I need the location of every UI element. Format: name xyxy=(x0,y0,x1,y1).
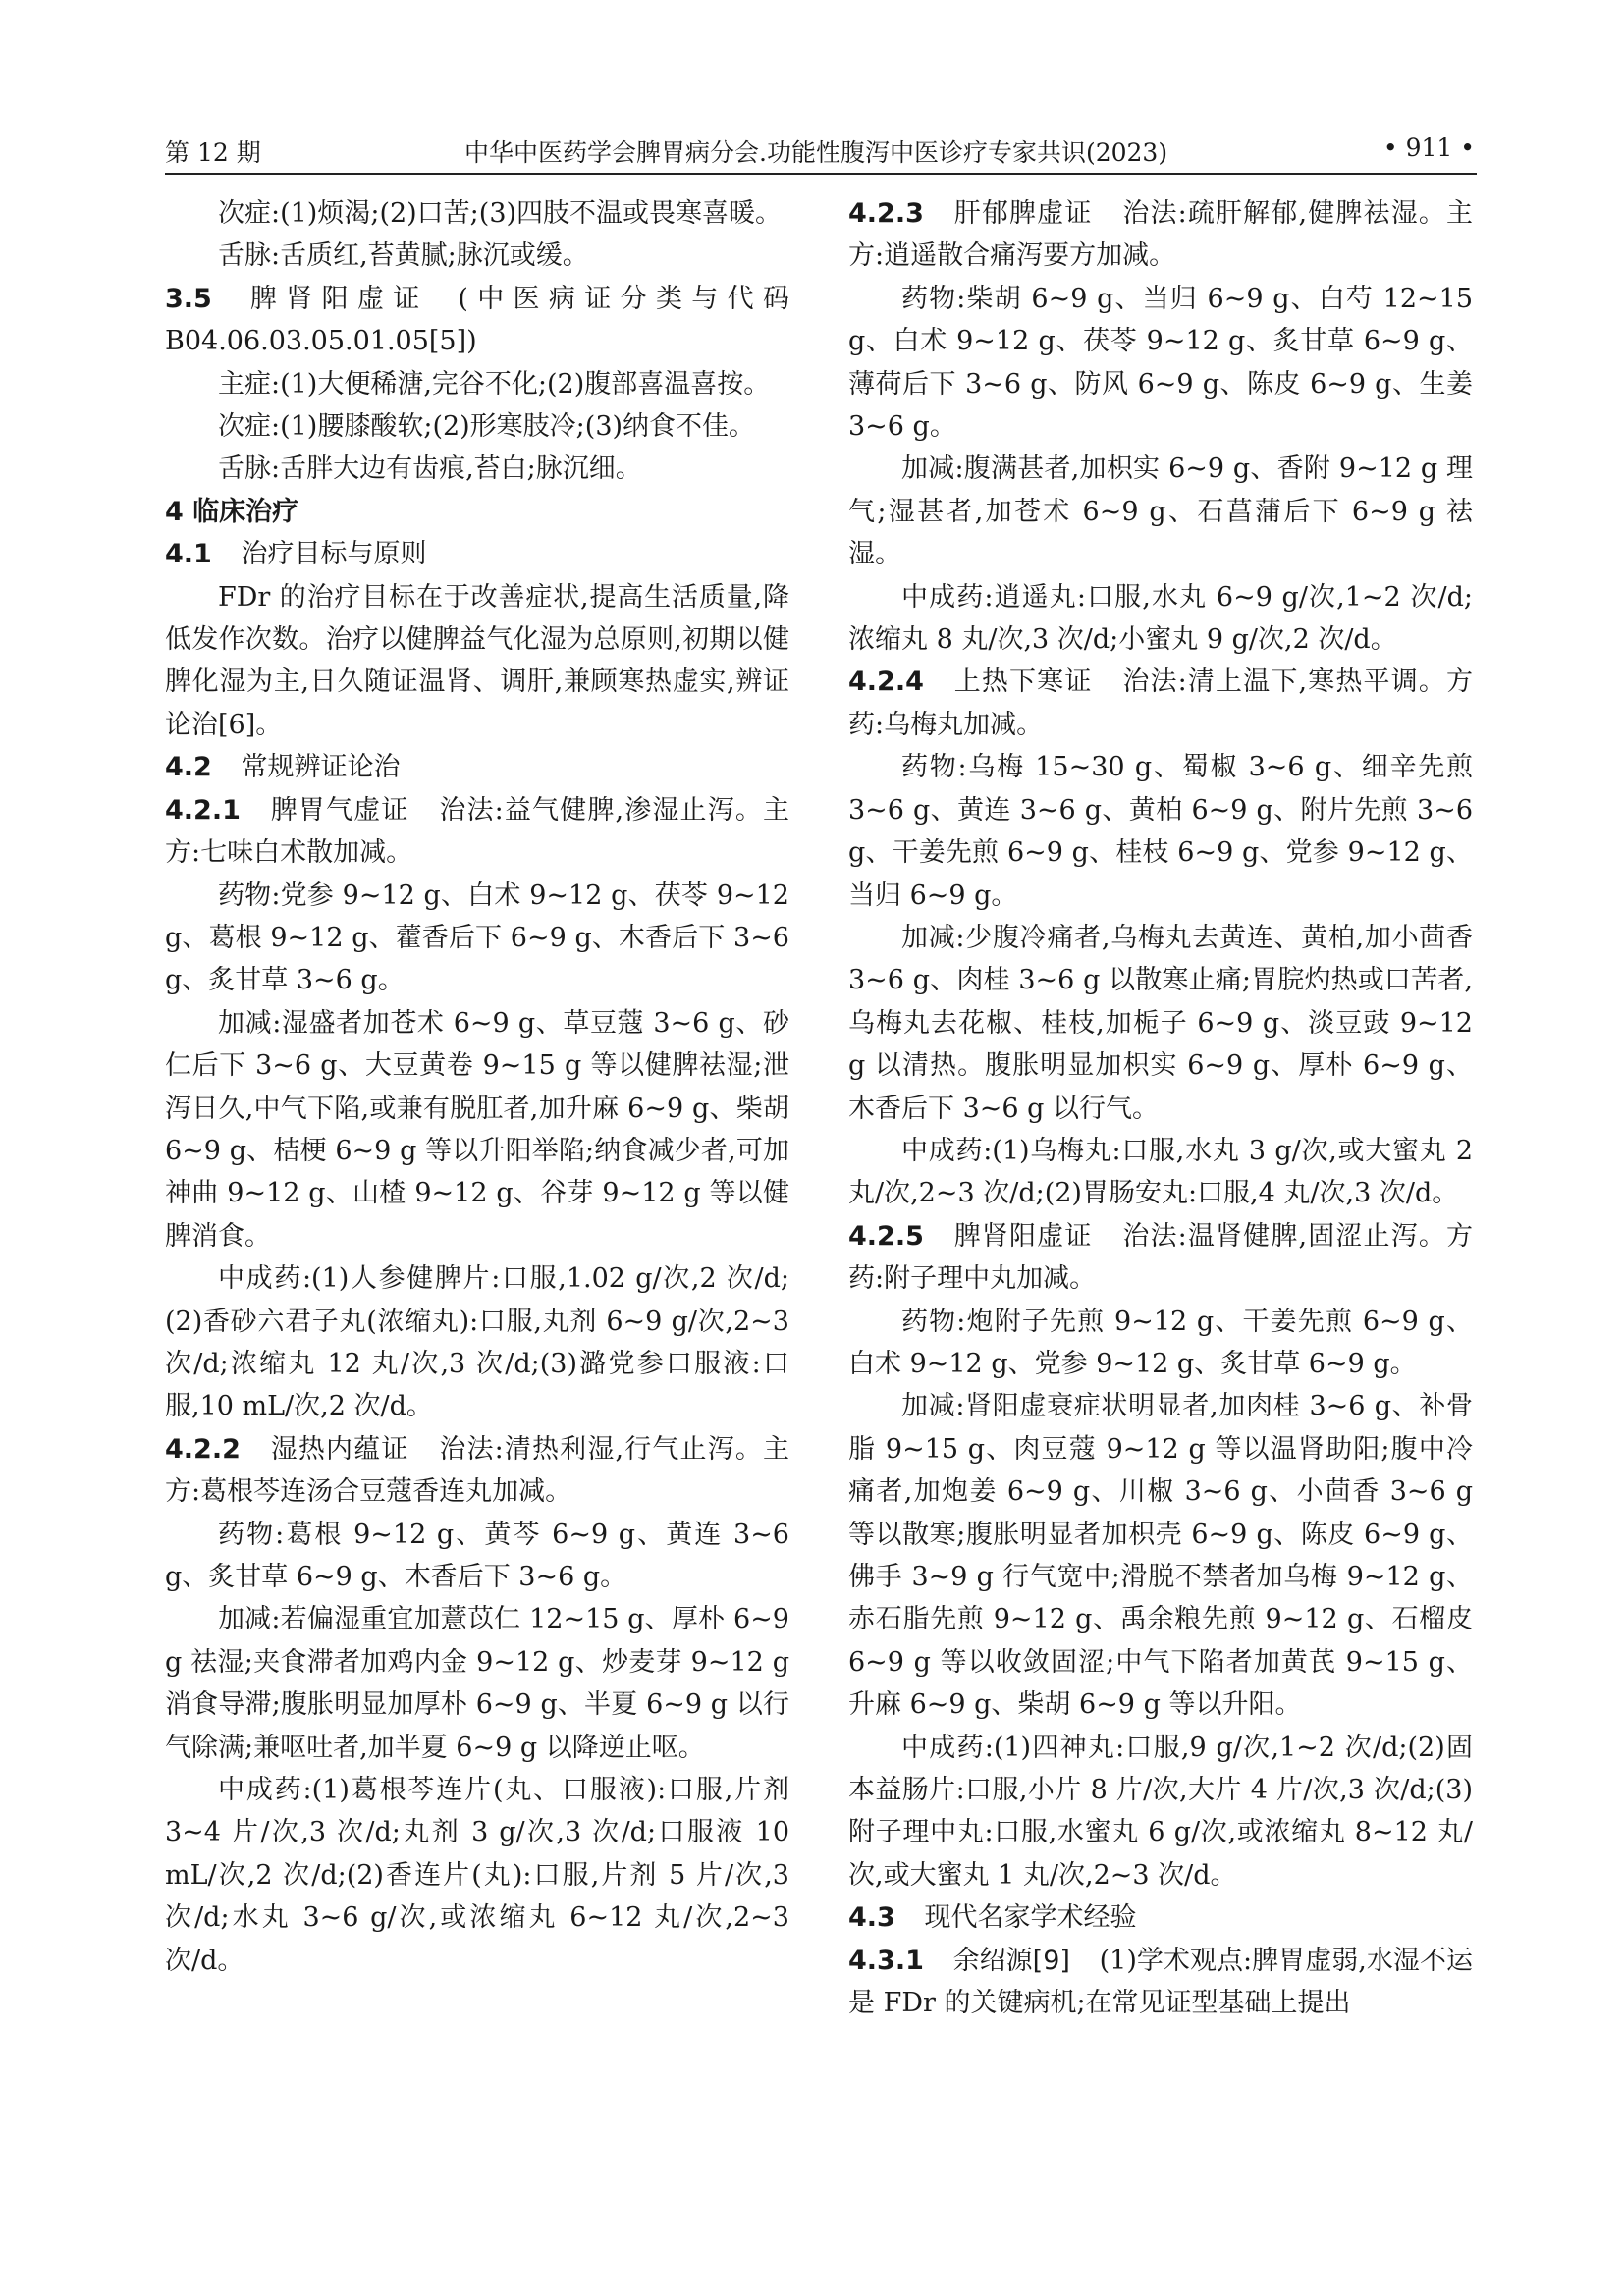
heading-title: 余绍源[9] xyxy=(952,1945,1070,1976)
heading-number: 3.5 xyxy=(165,283,212,314)
subsection-heading xyxy=(848,1896,1473,1939)
paragraph: 药物:党参 9~12 g、白术 9~12 g、茯苓 9~12 g、葛根 9~12 g、藿香后下 6~9 g、木香后下 3~6 g、炙甘草 3~6 g。 xyxy=(165,880,789,996)
subsection-heading xyxy=(848,1940,1473,2025)
subsection-heading xyxy=(165,789,789,875)
paragraph: 中成药:(1)人参健脾片:口服,1.02 g/次,2 次/d;(2)香砂六君子丸(浓缩丸):口服,丸剂 6~9 g/次,2~3 次/d;浓缩丸 12 丸/次,3 次/d;(3)潞党参口服液:口服,10 mL/次,2 次/d。 xyxy=(165,1263,789,1422)
heading-body: 治法:益气健脾,渗湿止泻。主方:七味白术散加减。 xyxy=(165,794,789,869)
paragraph: 加减:腹满甚者,加枳实 6~9 g、香附 9~12 g 理气;湿甚者,加苍术 6~9 g、石菖蒲后下 6~9 g 祛湿。 xyxy=(848,454,1473,570)
heading-title: 上热下寒证 xyxy=(952,667,1093,698)
paragraph: 加减:湿盛者加苍术 6~9 g、草豆蔻 3~6 g、砂仁后下 3~6 g、大豆黄卷 9~15 g 等以健脾祛湿;泄泻日久,中气下陷,或兼有脱肛者,加升麻 6~9 g、柴胡 6~9 g、桔梗 6~9 g 等以升阳举陷;纳食减少者,可加神曲 9~12 g、山楂 9~12 g、谷芽 9~12 g 等以健脾消食。 xyxy=(165,1007,789,1252)
heading-number: 4.3.1 xyxy=(848,1945,924,1976)
heading-body: 治法:温肾健脾,固涩止泻。方药:附子理中丸加减。 xyxy=(848,1220,1473,1295)
paragraph: 中成药:逍遥丸:口服,水丸 6~9 g/次,1~2 次/d;浓缩丸 8 丸/次,3 次/d;小蜜丸 9 g/次,2 次/d。 xyxy=(848,581,1473,656)
heading-title: 脾胃气虚证 xyxy=(269,794,409,826)
heading-number: 4.2.2 xyxy=(165,1433,241,1465)
paragraph: 中成药:(1)乌梅丸:口服,水丸 3 g/次,或大蜜丸 2 丸/次,2~3 次/d;(2)胃肠安丸:口服,4 丸/次,3 次/d。 xyxy=(848,1135,1473,1209)
subsection-heading xyxy=(848,1215,1473,1301)
paragraph: 主症:(1)大便稀溏,完谷不化;(2)腹部喜温喜按。 xyxy=(218,368,771,400)
heading-body: (1)学术观点:脾胃虚弱,水湿不运是 FDr 的关键病机;在常见证型基础上提出 xyxy=(848,1945,1473,2019)
heading-number: 4.1 xyxy=(165,539,212,570)
subsection-heading xyxy=(165,1428,789,1514)
heading-title: 治疗目标与原则 xyxy=(241,539,427,570)
heading-title: 脾肾阳虚证 xyxy=(952,1220,1093,1252)
running-header xyxy=(165,126,1477,175)
issue-number: 第 12 期 xyxy=(165,138,261,167)
paragraph: 中成药:(1)四神丸:口服,9 g/次,1~2 次/d;(2)固本益肠片:口服,小片 8 片/次,大片 4 片/次,3 次/d;(3)附子理中丸:口服,水蜜丸 6 g/次,或浓缩丸 8~12 丸/次,或大蜜丸 1 丸/次,2~3 次/d。 xyxy=(848,1732,1473,1891)
heading-title: 湿热内蕴证 xyxy=(269,1433,409,1465)
heading-title: 肝郁脾虚证 xyxy=(952,198,1093,229)
heading-body: 治法:清上温下,寒热平调。方药:乌梅丸加减。 xyxy=(848,667,1473,740)
page-number: • 911 • xyxy=(1382,133,1475,162)
heading-body: 治法:疏肝解郁,健脾祛湿。主方:逍遥散合痛泻要方加减。 xyxy=(848,198,1473,272)
heading-number: 4.2.1 xyxy=(165,794,241,826)
right-column xyxy=(848,192,1473,2024)
heading-number: 4.2.5 xyxy=(848,1220,924,1252)
paragraph: 药物:炮附子先煎 9~12 g、干姜先煎 6~9 g、白术 9~12 g、党参 9~12 g、炙甘草 6~9 g。 xyxy=(848,1306,1473,1379)
heading-number: 4.2 xyxy=(165,752,212,783)
paragraph: 舌脉:舌质红,苔黄腻;脉沉或缓。 xyxy=(218,240,589,272)
heading-title: 现代名家学术经验 xyxy=(924,1902,1137,1934)
paragraph: FDr 的治疗目标在于改善症状,提高生活质量,降低发作次数。治疗以健脾益气化湿为总原则,初期以健脾化湿为主,日久随证温肾、调肝,兼顾寒热虚实,辨证论治[6]。 xyxy=(165,581,789,740)
running-title: 中华中医药学会脾胃病分会.功能性腹泻中医诊疗专家共识(2023) xyxy=(464,138,1168,167)
heading-number: 4.2.3 xyxy=(848,198,924,229)
paragraph: 次症:(1)烦渴;(2)口苦;(3)四肢不温或畏寒喜暖。 xyxy=(218,198,783,229)
heading-body: (中医病证分类与代码 B04.06.03.05.01.05[5]) xyxy=(165,283,789,357)
heading-body: 治法:清热利湿,行气止泻。主方:葛根芩连汤合豆蔻香连丸加减。 xyxy=(165,1433,789,1508)
subsection-heading xyxy=(848,192,1473,278)
paragraph: 加减:若偏湿重宜加薏苡仁 12~15 g、厚朴 6~9 g 祛湿;夹食滞者加鸡内金 9~12 g、炒麦芽 9~12 g 消食导滞;腹胀明显加厚朴 6~9 g、半夏 6~9 g 以行气除满;兼呕吐者,加半夏 6~9 g 以降逆止呕。 xyxy=(165,1604,789,1763)
paragraph: 药物:乌梅 15~30 g、蜀椒 3~6 g、细辛先煎 3~6 g、黄连 3~6 g、黄柏 6~9 g、附片先煎 3~6 g、干姜先煎 6~9 g、桂枝 6~9 g、党参 9~12 g、当归 6~9 g。 xyxy=(848,752,1473,911)
paragraph: 中成药:(1)葛根芩连片(丸、口服液):口服,片剂 3~4 片/次,3 次/d;丸剂 3 g/次,3 次/d;口服液 10 mL/次,2 次/d;(2)香连片(丸):口服,片剂 5 片/次,3 次/d;水丸 3~6 g/次,或浓缩丸 6~12 丸/次,2~3 次/d。 xyxy=(165,1775,789,1976)
paragraph: 次症:(1)腰膝酸软;(2)形寒肢冷;(3)纳食不佳。 xyxy=(218,411,756,443)
subsection-heading xyxy=(848,661,1473,746)
subsection-heading xyxy=(165,746,789,788)
paragraph: 舌脉:舌胖大边有齿痕,苔白;脉沉细。 xyxy=(218,454,642,485)
section-heading: 4 临床治疗 xyxy=(165,496,299,527)
subsection-heading xyxy=(165,533,789,575)
paragraph: 药物:葛根 9~12 g、黄芩 6~9 g、黄连 3~6 g、炙甘草 6~9 g、木香后下 3~6 g。 xyxy=(165,1519,789,1592)
subsection-heading xyxy=(165,278,789,363)
paragraph: 药物:柴胡 6~9 g、当归 6~9 g、白芍 12~15 g、白术 9~12 g、茯苓 9~12 g、炙甘草 6~9 g、薄荷后下 3~6 g、防风 6~9 g、陈皮 6~9 g、生姜 3~6 g。 xyxy=(848,283,1473,443)
left-column xyxy=(165,192,789,1982)
heading-number: 4.3 xyxy=(848,1902,895,1934)
heading-title: 常规辨证论治 xyxy=(241,752,401,783)
paragraph: 加减:少腹冷痛者,乌梅丸去黄连、黄柏,加小茴香 3~6 g、肉桂 3~6 g 以散寒止痛;胃脘灼热或口苦者,乌梅丸去花椒、桂枝,加栀子 6~9 g、淡豆豉 9~12 g 以清热。腹胀明显加枳实 6~9 g、厚朴 6~9 g、木香后下 3~6 g 以行气。 xyxy=(848,922,1473,1124)
paragraph: 加减:肾阳虚衰症状明显者,加肉桂 3~6 g、补骨脂 9~15 g、肉豆蔻 9~12 g 等以温肾助阳;腹中冷痛者,加炮姜 6~9 g、川椒 3~6 g、小茴香 3~6 g 等以散寒;腹胀明显者加枳壳 6~9 g、陈皮 6~9 g、佛手 3~9 g 行气宽中;滑脱不禁者加乌梅 9~12 g、赤石脂先煎 9~12 g、禹余粮先煎 9~12 g、石榴皮 6~9 g 等以收敛固涩;中气下陷者加黄芪 9~15 g、升麻 6~9 g、柴胡 6~9 g 等以升阳。 xyxy=(848,1391,1473,1721)
heading-number: 4.2.4 xyxy=(848,667,924,698)
heading-title: 脾肾阳虚证 xyxy=(241,283,429,314)
